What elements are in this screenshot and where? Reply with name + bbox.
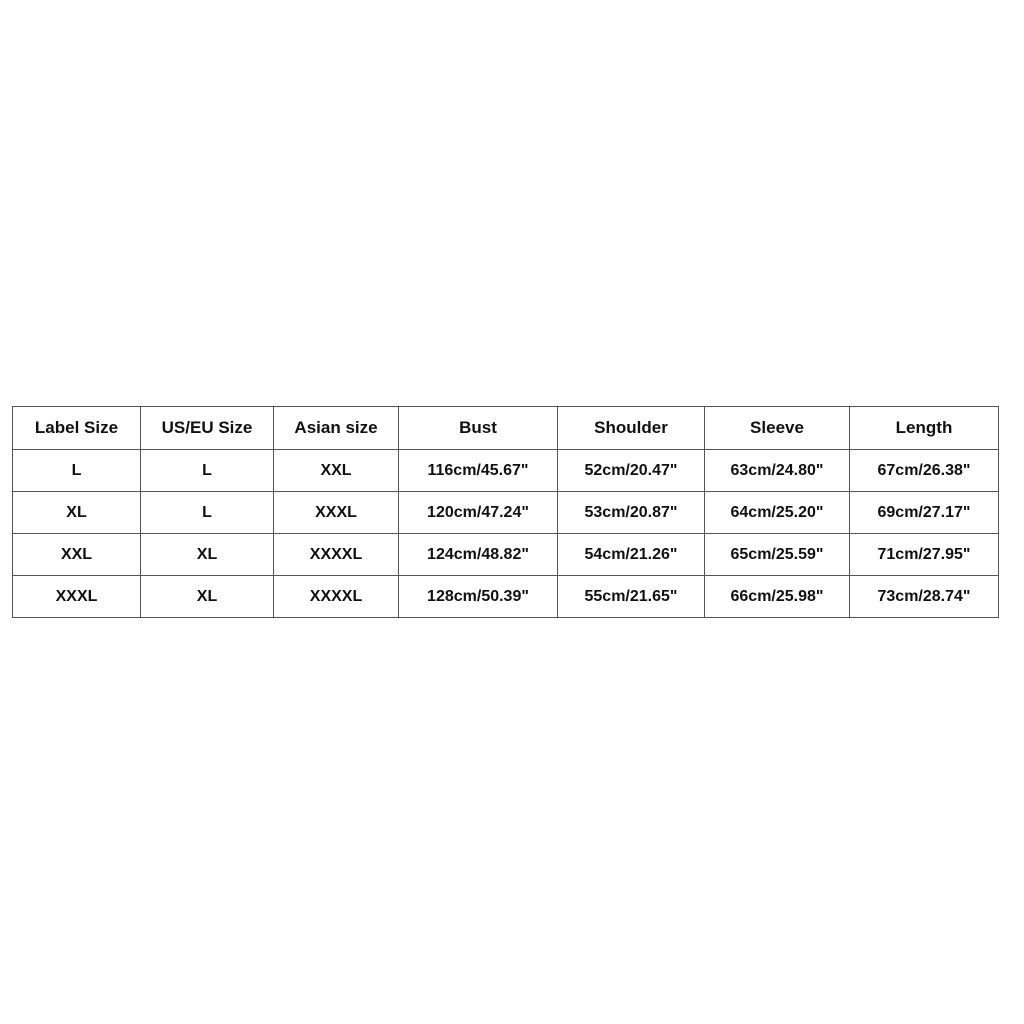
- cell-length: 69cm/27.17": [850, 492, 999, 534]
- cell-bust: 128cm/50.39": [399, 576, 558, 618]
- table-row: [13, 450, 999, 492]
- header-label-size: Label Size: [13, 407, 141, 450]
- cell-label-size: L: [13, 450, 141, 492]
- cell-asian-size: XXL: [274, 450, 399, 492]
- cell-bust: 120cm/47.24": [399, 492, 558, 534]
- header-shoulder: Shoulder: [558, 407, 705, 450]
- header-bust: Bust: [399, 407, 558, 450]
- table-row: [13, 492, 999, 534]
- header-length: Length: [850, 407, 999, 450]
- cell-bust: 124cm/48.82": [399, 534, 558, 576]
- header-sleeve: Sleeve: [705, 407, 850, 450]
- cell-sleeve: 64cm/25.20": [705, 492, 850, 534]
- cell-length: 71cm/27.95": [850, 534, 999, 576]
- table-row: [13, 534, 999, 576]
- cell-label-size: XL: [13, 492, 141, 534]
- cell-shoulder: 52cm/20.47": [558, 450, 705, 492]
- cell-us-eu-size: L: [141, 450, 274, 492]
- cell-label-size: XXL: [13, 534, 141, 576]
- cell-shoulder: 53cm/20.87": [558, 492, 705, 534]
- cell-us-eu-size: L: [141, 492, 274, 534]
- cell-shoulder: 55cm/21.65": [558, 576, 705, 618]
- cell-length: 67cm/26.38": [850, 450, 999, 492]
- cell-asian-size: XXXL: [274, 492, 399, 534]
- size-chart-table: [12, 406, 999, 618]
- header-us-eu-size: US/EU Size: [141, 407, 274, 450]
- cell-bust: 116cm/45.67": [399, 450, 558, 492]
- cell-sleeve: 63cm/24.80": [705, 450, 850, 492]
- cell-length: 73cm/28.74": [850, 576, 999, 618]
- cell-label-size: XXXL: [13, 576, 141, 618]
- cell-asian-size: XXXXL: [274, 576, 399, 618]
- header-row: [13, 407, 999, 450]
- table-row: [13, 576, 999, 618]
- cell-sleeve: 66cm/25.98": [705, 576, 850, 618]
- cell-sleeve: 65cm/25.59": [705, 534, 850, 576]
- header-asian-size: Asian size: [274, 407, 399, 450]
- cell-shoulder: 54cm/21.26": [558, 534, 705, 576]
- cell-asian-size: XXXXL: [274, 534, 399, 576]
- cell-us-eu-size: XL: [141, 576, 274, 618]
- cell-us-eu-size: XL: [141, 534, 274, 576]
